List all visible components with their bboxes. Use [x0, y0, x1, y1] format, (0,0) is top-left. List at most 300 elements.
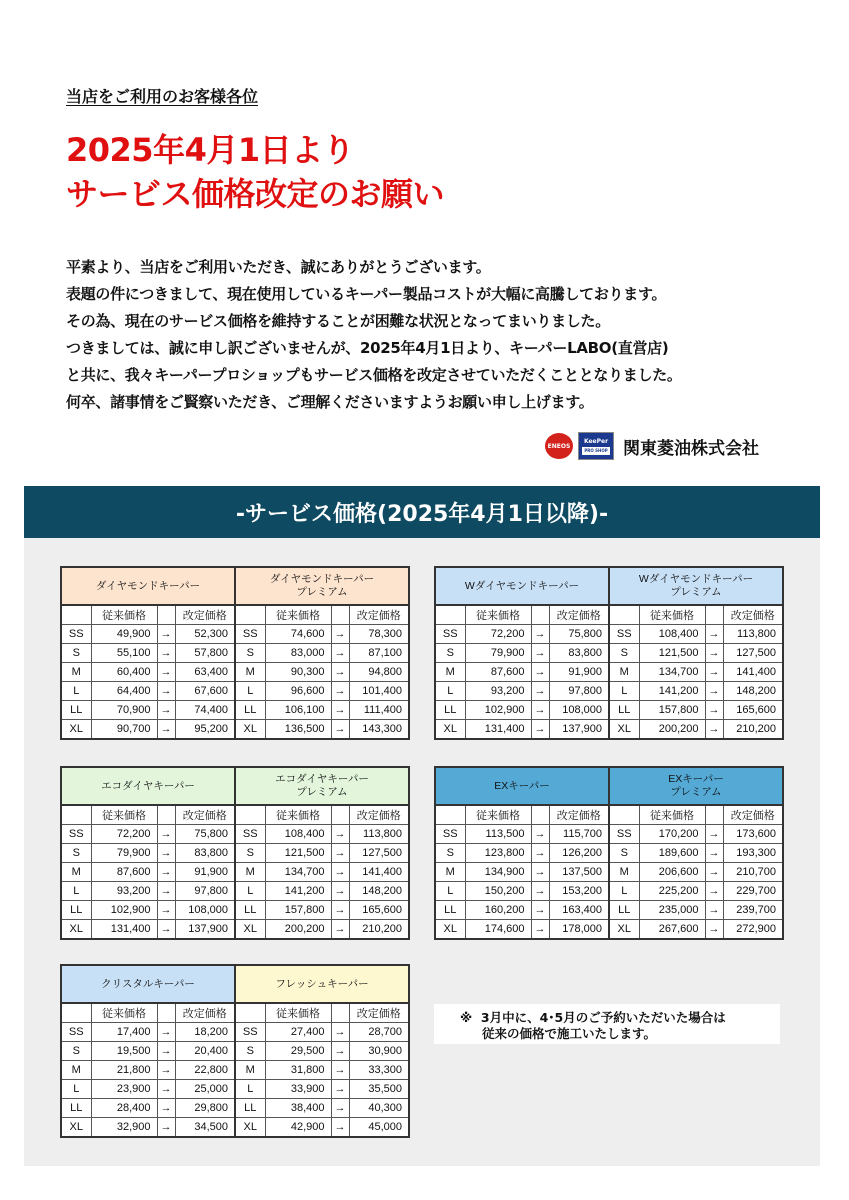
arrow-cell: →	[331, 882, 349, 901]
table-row	[435, 844, 783, 863]
new-price-cell: 52,300	[175, 625, 235, 644]
old-price-cell: 33,900	[265, 1080, 331, 1099]
arrow-cell: →	[157, 1042, 175, 1061]
new-price-cell: 75,800	[549, 625, 609, 644]
size-cell: S	[235, 1042, 265, 1061]
size-cell: M	[235, 1061, 265, 1080]
table-row	[61, 644, 409, 663]
old-price-cell: 157,800	[639, 701, 705, 720]
table-row	[435, 644, 783, 663]
size-cell: L	[435, 682, 465, 701]
size-cell: LL	[609, 901, 639, 920]
new-price-cell: 97,800	[175, 882, 235, 901]
new-price-header: 改定価格	[349, 1003, 409, 1023]
new-price-cell: 33,300	[349, 1061, 409, 1080]
new-price-cell: 30,900	[349, 1042, 409, 1061]
arrow-cell: →	[331, 901, 349, 920]
arrow-cell: →	[157, 644, 175, 663]
new-price-cell: 163,400	[549, 901, 609, 920]
product-name: エコダイヤキーパー	[101, 779, 195, 792]
old-price-cell: 200,200	[265, 920, 331, 940]
size-cell: SS	[235, 825, 265, 844]
new-price-header: 改定価格	[349, 605, 409, 625]
new-price-cell: 148,200	[723, 682, 783, 701]
arrow-cell: →	[331, 1042, 349, 1061]
old-price-cell: 60,400	[91, 663, 157, 682]
table-row	[61, 663, 409, 682]
new-price-header: 改定価格	[549, 805, 609, 825]
arrow-cell: →	[157, 825, 175, 844]
size-cell: M	[609, 663, 639, 682]
new-price-cell: 63,400	[175, 663, 235, 682]
size-cell: LL	[61, 1099, 91, 1118]
size-cell: M	[435, 863, 465, 882]
new-price-cell: 67,600	[175, 682, 235, 701]
table-row	[61, 1023, 409, 1042]
old-price-cell: 102,900	[91, 901, 157, 920]
old-price-cell: 74,600	[265, 625, 331, 644]
old-price-header: 従来価格	[639, 605, 705, 625]
table-row	[435, 920, 783, 940]
product-title	[609, 567, 783, 605]
product-variant: プレミアム	[670, 786, 722, 798]
arrow-cell: →	[157, 1099, 175, 1118]
table-row	[435, 701, 783, 720]
blank-header	[61, 605, 91, 625]
table-row	[61, 1080, 409, 1099]
new-price-cell: 108,000	[175, 901, 235, 920]
new-price-cell: 193,300	[723, 844, 783, 863]
blank-header	[609, 605, 639, 625]
table-row	[435, 882, 783, 901]
arrow-cell: →	[157, 920, 175, 940]
table-row	[61, 625, 409, 644]
arrow-cell: →	[157, 625, 175, 644]
arrow-cell: →	[531, 663, 549, 682]
arrow-cell: →	[331, 663, 349, 682]
old-price-header: 従来価格	[265, 805, 331, 825]
new-price-cell: 97,800	[549, 682, 609, 701]
new-price-cell: 57,800	[175, 644, 235, 663]
old-price-header: 従来価格	[465, 605, 531, 625]
new-price-cell: 137,500	[549, 863, 609, 882]
arrow-cell: →	[157, 701, 175, 720]
table-row	[435, 901, 783, 920]
new-price-cell: 210,700	[723, 863, 783, 882]
size-cell: SS	[235, 625, 265, 644]
old-price-cell: 108,400	[265, 825, 331, 844]
size-cell: XL	[61, 720, 91, 740]
keeper-logo-sub: PRO SHOP	[584, 447, 608, 453]
arrow-cell: →	[331, 720, 349, 740]
new-price-cell: 95,200	[175, 720, 235, 740]
table-row	[61, 882, 409, 901]
new-price-cell: 127,500	[723, 644, 783, 663]
old-price-cell: 121,500	[265, 844, 331, 863]
arrow-cell: →	[531, 720, 549, 740]
size-cell: XL	[435, 720, 465, 740]
new-price-cell: 29,800	[175, 1099, 235, 1118]
arrow-cell: →	[331, 844, 349, 863]
new-price-cell: 272,900	[723, 920, 783, 940]
old-price-cell: 87,600	[91, 863, 157, 882]
size-cell: SS	[235, 1023, 265, 1042]
new-price-cell: 126,200	[549, 844, 609, 863]
arrow-cell: →	[531, 644, 549, 663]
old-price-cell: 108,400	[639, 625, 705, 644]
arrow-cell: →	[705, 863, 723, 882]
old-price-cell: 32,900	[91, 1118, 157, 1138]
new-price-cell: 83,800	[549, 644, 609, 663]
new-price-header: 改定価格	[549, 605, 609, 625]
blank-header	[157, 605, 175, 625]
size-cell: S	[609, 644, 639, 663]
size-cell: SS	[61, 625, 91, 644]
old-price-cell: 28,400	[91, 1099, 157, 1118]
blank-header	[531, 805, 549, 825]
old-price-cell: 64,400	[91, 682, 157, 701]
size-cell: XL	[235, 720, 265, 740]
size-cell: M	[61, 1061, 91, 1080]
size-cell: L	[435, 882, 465, 901]
new-price-header: 改定価格	[175, 1003, 235, 1023]
product-title	[235, 767, 409, 805]
arrow-cell: →	[531, 682, 549, 701]
blank-header	[157, 1003, 175, 1023]
new-price-cell: 75,800	[175, 825, 235, 844]
size-cell: SS	[61, 1023, 91, 1042]
product-name: EXキーパー	[494, 779, 550, 792]
arrow-cell: →	[531, 863, 549, 882]
blank-header	[531, 605, 549, 625]
new-price-cell: 137,900	[549, 720, 609, 740]
table-row	[435, 663, 783, 682]
new-price-cell: 94,800	[349, 663, 409, 682]
arrow-cell: →	[157, 1118, 175, 1138]
new-price-cell: 115,700	[549, 825, 609, 844]
old-price-cell: 55,100	[91, 644, 157, 663]
new-price-cell: 91,900	[175, 863, 235, 882]
arrow-cell: →	[157, 1023, 175, 1042]
arrow-cell: →	[705, 920, 723, 940]
new-price-header: 改定価格	[175, 605, 235, 625]
old-price-cell: 131,400	[91, 920, 157, 940]
company-name: 関東菱油株式会社	[623, 438, 759, 459]
size-cell: M	[61, 663, 91, 682]
new-price-cell: 101,400	[349, 682, 409, 701]
old-price-cell: 19,500	[91, 1042, 157, 1061]
arrow-cell: →	[705, 644, 723, 663]
new-price-cell: 141,400	[723, 663, 783, 682]
size-cell: S	[435, 844, 465, 863]
table-row	[61, 1118, 409, 1138]
arrow-cell: →	[331, 863, 349, 882]
old-price-cell: 189,600	[639, 844, 705, 863]
size-cell: L	[609, 882, 639, 901]
old-price-cell: 79,900	[465, 644, 531, 663]
arrow-cell: →	[157, 720, 175, 740]
old-price-cell: 157,800	[265, 901, 331, 920]
body-line: と共に、我々キーパープロショップもサービス価格を改定させていただくこととなりました。	[66, 366, 682, 384]
size-cell: LL	[235, 901, 265, 920]
old-price-cell: 17,400	[91, 1023, 157, 1042]
table-row	[61, 682, 409, 701]
table-row	[435, 625, 783, 644]
table-row	[61, 1061, 409, 1080]
arrow-cell: →	[531, 901, 549, 920]
size-cell: M	[235, 663, 265, 682]
size-cell: XL	[61, 920, 91, 940]
size-cell: SS	[609, 625, 639, 644]
blank-header	[609, 805, 639, 825]
table-row	[61, 901, 409, 920]
old-price-cell: 134,700	[265, 863, 331, 882]
old-price-cell: 123,800	[465, 844, 531, 863]
arrow-cell: →	[331, 625, 349, 644]
product-name: エコダイヤキーパー	[275, 773, 369, 785]
new-price-cell: 141,400	[349, 863, 409, 882]
size-cell: L	[235, 682, 265, 701]
size-cell: LL	[235, 1099, 265, 1118]
arrow-cell: →	[157, 901, 175, 920]
old-price-cell: 21,800	[91, 1061, 157, 1080]
size-cell: SS	[61, 825, 91, 844]
body-line: その為、現在のサービス価格を維持することが困難な状況となってまいりました。	[66, 312, 610, 330]
arrow-cell: →	[531, 825, 549, 844]
table-row	[61, 863, 409, 882]
arrow-cell: →	[531, 844, 549, 863]
product-title	[61, 767, 235, 805]
old-price-cell: 141,200	[639, 682, 705, 701]
old-price-cell: 87,600	[465, 663, 531, 682]
new-price-cell: 113,800	[723, 625, 783, 644]
arrow-cell: →	[705, 901, 723, 920]
blank-header	[705, 605, 723, 625]
table-row	[61, 1042, 409, 1061]
product-title	[435, 567, 609, 605]
table-row	[435, 682, 783, 701]
old-price-cell: 131,400	[465, 720, 531, 740]
headline-line2: サービス価格改定のお願い	[66, 175, 445, 213]
price-banner: -サービス価格(2025年4月1日以降)-	[24, 486, 820, 538]
product-variant: プレミアム	[296, 586, 348, 598]
old-price-cell: 49,900	[91, 625, 157, 644]
reservation-note	[434, 1004, 780, 1044]
product-title	[235, 567, 409, 605]
arrow-cell: →	[331, 825, 349, 844]
arrow-cell: →	[157, 663, 175, 682]
size-cell: S	[609, 844, 639, 863]
new-price-cell: 111,400	[349, 701, 409, 720]
new-price-cell: 25,000	[175, 1080, 235, 1099]
old-price-cell: 150,200	[465, 882, 531, 901]
price-table	[434, 766, 784, 940]
body-line: 表題の件につきまして、現在使用しているキーパー製品コストが大幅に高騰しております。	[66, 285, 667, 303]
size-cell: XL	[609, 720, 639, 740]
new-price-cell: 91,900	[549, 663, 609, 682]
size-cell: XL	[235, 1118, 265, 1138]
arrow-cell: →	[157, 882, 175, 901]
new-price-cell: 108,000	[549, 701, 609, 720]
size-cell: L	[235, 882, 265, 901]
table-row	[435, 863, 783, 882]
product-name: フレッシュキーパー	[275, 977, 369, 990]
product-title	[61, 567, 235, 605]
note-line2: 従来の価格で施工いたします。	[482, 1026, 657, 1041]
size-cell: L	[61, 1080, 91, 1099]
size-cell: L	[609, 682, 639, 701]
new-price-cell: 210,200	[723, 720, 783, 740]
product-title	[609, 767, 783, 805]
size-cell: XL	[435, 920, 465, 940]
arrow-cell: →	[705, 825, 723, 844]
arrow-cell: →	[531, 882, 549, 901]
table-row	[435, 720, 783, 740]
old-price-cell: 93,200	[91, 882, 157, 901]
old-price-cell: 27,400	[265, 1023, 331, 1042]
old-price-cell: 31,800	[265, 1061, 331, 1080]
product-name: Wダイヤモンドキーパー	[638, 573, 754, 585]
table-row	[61, 825, 409, 844]
old-price-cell: 141,200	[265, 882, 331, 901]
old-price-cell: 134,900	[465, 863, 531, 882]
new-price-header: 改定価格	[349, 805, 409, 825]
size-cell: S	[235, 644, 265, 663]
new-price-cell: 35,500	[349, 1080, 409, 1099]
body-line: 平素より、当店をご利用いただき、誠にありがとうございます。	[66, 258, 491, 276]
old-price-cell: 206,600	[639, 863, 705, 882]
new-price-cell: 127,500	[349, 844, 409, 863]
old-price-cell: 200,200	[639, 720, 705, 740]
arrow-cell: →	[331, 1023, 349, 1042]
size-cell: M	[609, 863, 639, 882]
keeper-logo-text: KeePer	[583, 437, 609, 445]
size-cell: LL	[435, 701, 465, 720]
table-row	[61, 720, 409, 740]
old-price-header: 従来価格	[91, 1003, 157, 1023]
arrow-cell: →	[705, 701, 723, 720]
body-line: つきましては、誠に申し訳ございませんが、2025年4月1日より、キーパーLABO(直営店)	[66, 339, 669, 357]
new-price-cell: 178,000	[549, 920, 609, 940]
blank-header	[705, 805, 723, 825]
old-price-cell: 72,200	[91, 825, 157, 844]
product-name: Wダイヤモンドキーパー	[464, 579, 580, 592]
size-cell: M	[235, 863, 265, 882]
size-cell: L	[61, 682, 91, 701]
blank-header	[235, 605, 265, 625]
arrow-cell: →	[705, 682, 723, 701]
new-price-cell: 74,400	[175, 701, 235, 720]
old-price-cell: 160,200	[465, 901, 531, 920]
new-price-cell: 18,200	[175, 1023, 235, 1042]
arrow-cell: →	[531, 625, 549, 644]
old-price-cell: 70,900	[91, 701, 157, 720]
blank-header	[331, 1003, 349, 1023]
new-price-header: 改定価格	[723, 805, 783, 825]
price-table	[60, 964, 410, 1138]
old-price-cell: 29,500	[265, 1042, 331, 1061]
product-variant: プレミアム	[296, 786, 348, 798]
arrow-cell: →	[157, 682, 175, 701]
new-price-cell: 28,700	[349, 1023, 409, 1042]
size-cell: XL	[235, 920, 265, 940]
size-cell: S	[61, 1042, 91, 1061]
product-variant: プレミアム	[670, 586, 722, 598]
product-title	[435, 767, 609, 805]
size-cell: SS	[609, 825, 639, 844]
size-cell: S	[61, 644, 91, 663]
size-cell: SS	[435, 625, 465, 644]
arrow-cell: →	[705, 663, 723, 682]
body-text	[66, 254, 682, 416]
old-price-cell: 225,200	[639, 882, 705, 901]
table-row	[61, 844, 409, 863]
new-price-cell: 45,000	[349, 1118, 409, 1138]
table-row	[61, 701, 409, 720]
arrow-cell: →	[705, 720, 723, 740]
blank-header	[157, 805, 175, 825]
product-name: ダイヤモンドキーパー	[269, 573, 375, 585]
blank-header	[331, 805, 349, 825]
new-price-cell: 78,300	[349, 625, 409, 644]
old-price-cell: 96,600	[265, 682, 331, 701]
arrow-cell: →	[331, 1061, 349, 1080]
old-price-cell: 136,500	[265, 720, 331, 740]
arrow-cell: →	[157, 863, 175, 882]
keeper-proshop-logo	[578, 432, 614, 460]
old-price-header: 従来価格	[465, 805, 531, 825]
new-price-cell: 137,900	[175, 920, 235, 940]
size-cell: XL	[61, 1118, 91, 1138]
size-cell: S	[435, 644, 465, 663]
old-price-cell: 90,300	[265, 663, 331, 682]
new-price-cell: 148,200	[349, 882, 409, 901]
blank-header	[235, 805, 265, 825]
size-cell: LL	[61, 901, 91, 920]
arrow-cell: →	[331, 1118, 349, 1138]
old-price-cell: 121,500	[639, 644, 705, 663]
size-cell: M	[61, 863, 91, 882]
old-price-cell: 79,900	[91, 844, 157, 863]
arrow-cell: →	[331, 644, 349, 663]
old-price-cell: 174,600	[465, 920, 531, 940]
size-cell: XL	[609, 920, 639, 940]
headline-line1: 2025年4月1日より	[66, 131, 355, 169]
product-name: EXキーパー	[668, 773, 724, 785]
new-price-header: 改定価格	[723, 605, 783, 625]
old-price-cell: 267,600	[639, 920, 705, 940]
eneos-logo: ENEOS	[545, 433, 573, 459]
blank-header	[235, 1003, 265, 1023]
old-price-cell: 113,500	[465, 825, 531, 844]
note-line1: 3月中に、4･5月のご予約いただいた場合は	[480, 1010, 726, 1025]
table-row	[61, 1099, 409, 1118]
new-price-cell: 20,400	[175, 1042, 235, 1061]
new-price-cell: 165,600	[723, 701, 783, 720]
company-signature	[545, 432, 759, 460]
product-name: クリスタルキーパー	[101, 977, 195, 990]
body-line: 何卒、諸事情をご賢察いただき、ご理解くださいますようお願い申し上げます。	[66, 393, 594, 411]
arrow-cell: →	[157, 1080, 175, 1099]
old-price-header: 従来価格	[91, 605, 157, 625]
size-cell: L	[235, 1080, 265, 1099]
arrow-cell: →	[531, 701, 549, 720]
new-price-cell: 210,200	[349, 920, 409, 940]
new-price-cell: 22,800	[175, 1061, 235, 1080]
old-price-cell: 90,700	[91, 720, 157, 740]
old-price-cell: 170,200	[639, 825, 705, 844]
new-price-cell: 229,700	[723, 882, 783, 901]
